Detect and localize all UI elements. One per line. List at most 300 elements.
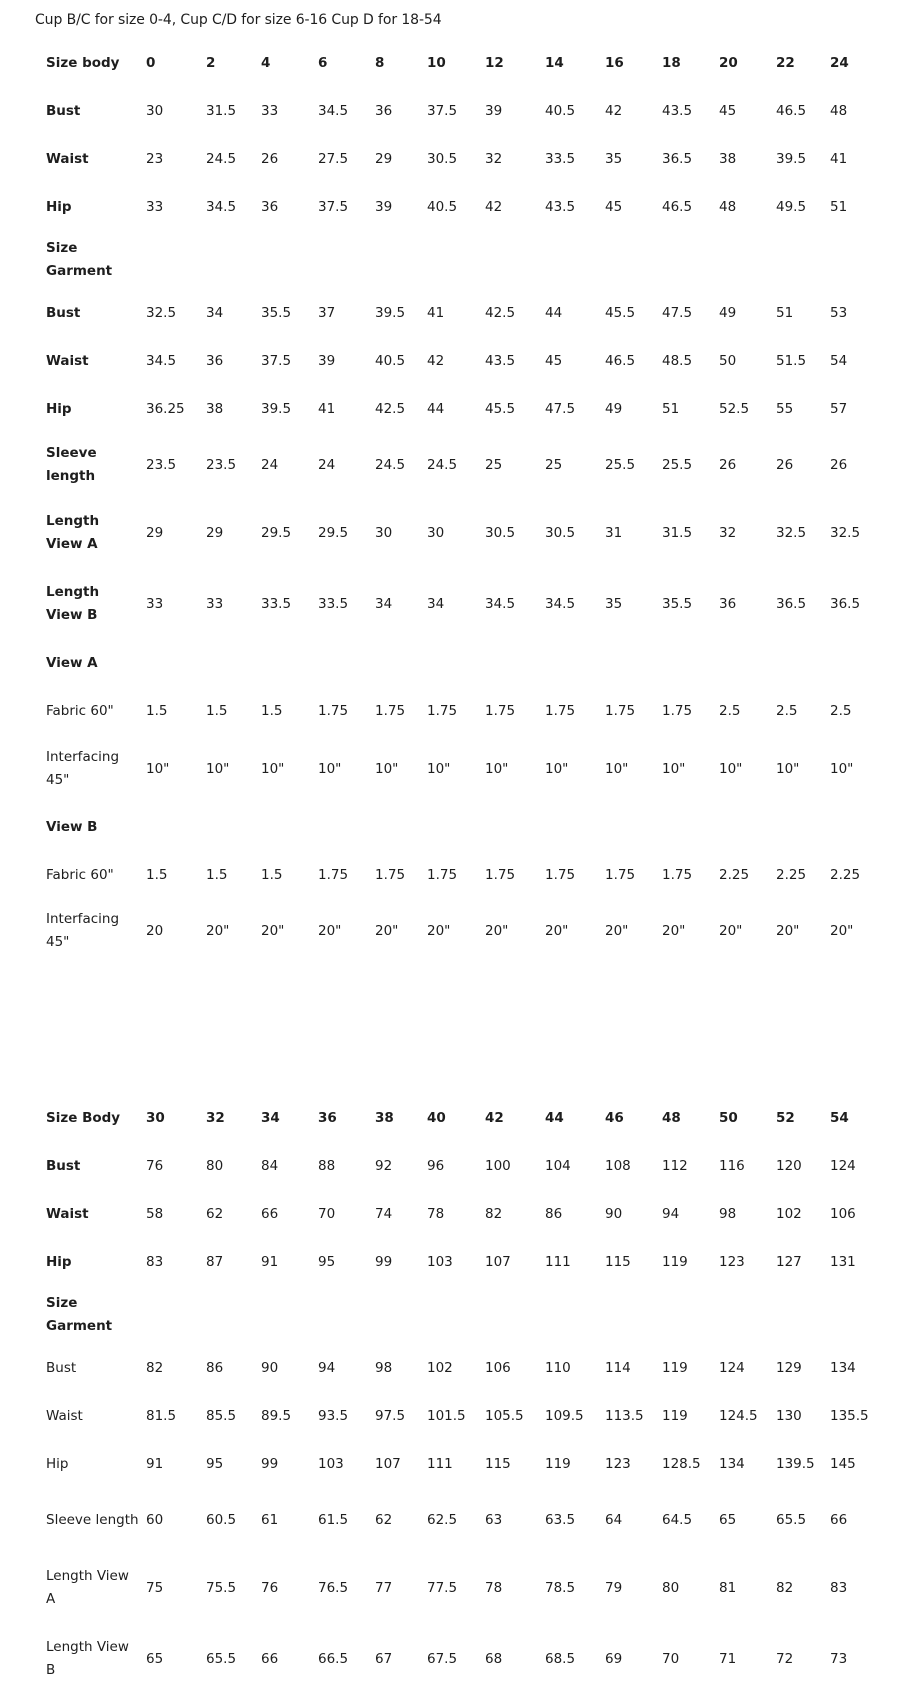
size-value-cell: 25: [545, 457, 563, 473]
table-row: [42, 433, 878, 497]
size-value-cell: 2.5: [830, 703, 852, 719]
size-value-cell: 1.75: [427, 703, 458, 719]
size-value-cell: 10": [318, 761, 342, 777]
size-value-cell: 81.5: [146, 1408, 177, 1424]
size-value-cell: 45: [719, 103, 737, 119]
size-header-cell: 22: [776, 55, 795, 71]
size-value-cell: 135.5: [830, 1408, 869, 1424]
size-value-cell: 34: [206, 305, 224, 321]
row-label: Bust: [46, 304, 81, 321]
size-value-cell: 36.5: [830, 595, 861, 612]
size-value-cell: 66: [261, 1206, 279, 1222]
size-value-cell: 49: [605, 401, 623, 417]
size-value-cell: 2.25: [830, 867, 861, 883]
size-value-cell: 92: [375, 1158, 393, 1174]
size-value-cell: 71: [719, 1650, 737, 1667]
size-value-cell: 42: [605, 103, 623, 119]
size-header-cell: 50: [719, 1110, 738, 1126]
table-row: [42, 1238, 878, 1286]
size-value-cell: [369, 1286, 421, 1344]
size-value-cell: 65.5: [206, 1650, 237, 1667]
table-row: [42, 337, 878, 385]
size-value-cell: 1.75: [485, 867, 516, 883]
size-header-cell: 40: [427, 1110, 446, 1126]
row-label: Waist: [46, 1205, 89, 1222]
size-value-cell: 57: [830, 401, 848, 417]
size-value-cell: 46.5: [662, 199, 693, 215]
size-value-cell: 1.5: [146, 703, 168, 719]
size-value-cell: 66: [830, 1512, 848, 1528]
metric-size-table: [42, 1094, 878, 1694]
size-value-cell: 70: [318, 1206, 336, 1222]
size-value-cell: 36.25: [146, 401, 185, 417]
size-value-cell: 10": [146, 761, 170, 777]
size-value-cell: 30.5: [485, 524, 516, 541]
size-value-cell: 35: [605, 595, 623, 612]
row-label: Fabric 60": [46, 702, 114, 719]
table-row: [42, 1142, 878, 1190]
size-value-cell: [656, 803, 713, 851]
size-value-cell: [770, 639, 824, 687]
size-value-cell: 77: [375, 1579, 393, 1596]
size-value-cell: 114: [605, 1360, 631, 1376]
size-value-cell: 42: [427, 353, 445, 369]
size-value-cell: 45.5: [485, 401, 516, 417]
size-value-cell: 33.5: [261, 595, 292, 612]
size-value-cell: 119: [545, 1456, 571, 1472]
size-value-cell: [421, 803, 479, 851]
size-value-cell: 25.5: [662, 457, 693, 473]
size-header-cell: 0: [146, 55, 156, 71]
size-value-cell: 23: [146, 151, 164, 167]
size-value-cell: 10": [206, 761, 230, 777]
size-value-cell: 103: [427, 1254, 453, 1270]
table-row: [42, 735, 878, 803]
row-label: Interfacing 45": [46, 911, 120, 950]
size-value-cell: [255, 639, 312, 687]
size-value-cell: 112: [662, 1158, 688, 1174]
size-value-cell: 1.75: [485, 703, 516, 719]
size-value-cell: 93.5: [318, 1408, 349, 1424]
size-value-cell: 2.5: [719, 703, 741, 719]
size-value-cell: 38: [719, 151, 737, 167]
size-value-cell: 67: [375, 1650, 393, 1667]
size-value-cell: 20": [776, 923, 800, 939]
size-value-cell: 36: [375, 103, 393, 119]
size-value-cell: 72: [776, 1650, 794, 1667]
size-value-cell: 39.5: [261, 401, 292, 417]
size-value-cell: 108: [605, 1158, 631, 1174]
size-value-cell: 64.5: [662, 1512, 693, 1528]
size-value-cell: [824, 639, 878, 687]
size-value-cell: 1.75: [427, 867, 458, 883]
size-value-cell: [312, 231, 369, 289]
row-label: Waist: [46, 1407, 83, 1424]
size-value-cell: [824, 231, 878, 289]
size-value-cell: [312, 803, 369, 851]
table-row: [42, 1344, 878, 1392]
size-value-cell: 20": [719, 923, 743, 939]
table-row: [42, 1552, 878, 1623]
size-value-cell: 20": [206, 923, 230, 939]
size-value-cell: 90: [605, 1206, 623, 1222]
table-row: [42, 1392, 878, 1440]
size-value-cell: [140, 639, 200, 687]
row-label: Interfacing 45": [46, 749, 120, 788]
size-value-cell: [479, 803, 539, 851]
size-value-cell: 61.5: [318, 1512, 349, 1528]
size-value-cell: 35: [605, 151, 623, 167]
size-value-cell: 129: [776, 1360, 802, 1376]
size-value-cell: 49.5: [776, 199, 807, 215]
table-row: [42, 1623, 878, 1694]
size-value-cell: 45: [605, 199, 623, 215]
row-label: Length View B: [46, 1638, 129, 1678]
size-value-cell: 51: [830, 199, 848, 215]
size-value-cell: 119: [662, 1360, 688, 1376]
size-header-cell: 52: [776, 1110, 795, 1126]
size-value-cell: 32: [719, 524, 737, 541]
size-header-cell: 42: [485, 1110, 504, 1126]
size-value-cell: 65: [146, 1650, 164, 1667]
size-value-cell: 66.5: [318, 1650, 349, 1667]
size-value-cell: 1.75: [318, 867, 349, 883]
size-value-cell: 60: [146, 1512, 164, 1528]
size-value-cell: 36: [206, 353, 224, 369]
size-value-cell: [369, 803, 421, 851]
size-value-cell: 41: [427, 305, 445, 321]
size-value-cell: 131: [830, 1254, 856, 1270]
size-value-cell: 24: [318, 457, 336, 473]
size-value-cell: 31.5: [206, 103, 237, 119]
size-value-cell: 29: [375, 151, 393, 167]
size-header-row: [42, 1094, 878, 1142]
size-value-cell: 2.25: [776, 867, 807, 883]
size-value-cell: 58: [146, 1206, 164, 1222]
size-value-cell: 20": [318, 923, 342, 939]
size-value-cell: 20: [146, 923, 164, 939]
size-value-cell: 42.5: [485, 305, 516, 321]
size-value-cell: 10": [830, 761, 854, 777]
row-label: Bust: [46, 102, 81, 119]
size-value-cell: 30: [427, 524, 445, 541]
size-value-cell: 20": [605, 923, 629, 939]
size-value-cell: 32.5: [776, 524, 807, 541]
size-value-cell: 1.5: [206, 867, 228, 883]
size-value-cell: [656, 1286, 713, 1344]
size-value-cell: 37: [318, 305, 336, 321]
size-value-cell: 34: [375, 595, 393, 612]
size-header-cell: 18: [662, 55, 681, 71]
size-value-cell: 91: [261, 1254, 279, 1270]
size-value-cell: 10": [261, 761, 285, 777]
row-label: Waist: [46, 150, 89, 167]
size-value-cell: 10": [427, 761, 451, 777]
size-value-cell: 20": [485, 923, 509, 939]
size-value-cell: 107: [375, 1456, 401, 1472]
size-value-cell: 134: [719, 1456, 745, 1472]
size-value-cell: 79: [605, 1579, 623, 1596]
size-value-cell: 111: [545, 1254, 571, 1270]
table-row: [42, 803, 878, 851]
size-value-cell: 84: [261, 1158, 279, 1174]
size-value-cell: 62: [206, 1206, 224, 1222]
size-value-cell: 82: [146, 1360, 164, 1376]
size-value-cell: 1.75: [662, 867, 693, 883]
size-header-cell: 4: [261, 55, 271, 71]
size-value-cell: 1.75: [375, 703, 406, 719]
size-value-cell: 29.5: [318, 524, 349, 541]
row-label: Bust: [46, 1359, 77, 1376]
size-value-cell: 120: [776, 1158, 802, 1174]
size-value-cell: 40.5: [375, 353, 406, 369]
size-value-cell: 76: [261, 1579, 279, 1596]
size-value-cell: 33: [206, 595, 224, 612]
size-value-cell: 41: [830, 151, 848, 167]
size-value-cell: 2.5: [776, 703, 798, 719]
size-value-cell: 90: [261, 1360, 279, 1376]
size-value-cell: 73: [830, 1650, 848, 1667]
size-value-cell: 75.5: [206, 1579, 237, 1596]
size-value-cell: [539, 803, 599, 851]
size-value-cell: 39: [375, 199, 393, 215]
table-row: [42, 289, 878, 337]
size-value-cell: 32.5: [830, 524, 861, 541]
size-value-cell: [770, 231, 824, 289]
size-value-cell: 145: [830, 1456, 856, 1472]
size-value-cell: 39: [318, 353, 336, 369]
size-header-cell: 2: [206, 55, 216, 71]
size-value-cell: [539, 231, 599, 289]
size-value-cell: 124: [719, 1360, 745, 1376]
size-value-cell: 26: [261, 151, 279, 167]
size-value-cell: 68.5: [545, 1650, 576, 1667]
size-value-cell: 24.5: [427, 457, 458, 473]
size-value-cell: 94: [662, 1206, 680, 1222]
size-value-cell: 80: [662, 1579, 680, 1596]
size-value-cell: 25.5: [605, 457, 636, 473]
size-value-cell: 44: [545, 305, 563, 321]
size-value-cell: 123: [605, 1456, 631, 1472]
size-value-cell: [255, 1286, 312, 1344]
size-value-cell: 33.5: [545, 151, 576, 167]
size-value-cell: 113.5: [605, 1408, 644, 1424]
size-value-cell: 10": [776, 761, 800, 777]
size-value-cell: 34: [427, 595, 445, 612]
size-value-cell: 39.5: [375, 305, 406, 321]
size-value-cell: 2.25: [719, 867, 750, 883]
size-value-cell: 34.5: [318, 103, 349, 119]
size-value-cell: 65.5: [776, 1512, 807, 1528]
size-value-cell: 39: [485, 103, 503, 119]
size-value-cell: 35.5: [662, 595, 693, 612]
size-value-cell: 51.5: [776, 353, 807, 369]
size-value-cell: 123: [719, 1254, 745, 1270]
row-label: Hip: [46, 1253, 72, 1270]
size-value-cell: 104: [545, 1158, 571, 1174]
size-value-cell: 24.5: [206, 151, 237, 167]
size-value-cell: 52.5: [719, 401, 750, 417]
size-value-cell: 33: [261, 103, 279, 119]
table-row: [42, 851, 878, 899]
size-value-cell: 51: [776, 305, 794, 321]
table-row: [42, 1488, 878, 1552]
size-value-cell: 82: [485, 1206, 503, 1222]
size-value-cell: 34.5: [485, 595, 516, 612]
size-value-cell: 119: [662, 1254, 688, 1270]
size-value-cell: 40.5: [427, 199, 458, 215]
size-value-cell: 20": [830, 923, 854, 939]
size-value-cell: 20": [545, 923, 569, 939]
size-value-cell: 139.5: [776, 1456, 815, 1472]
size-value-cell: 111: [427, 1456, 453, 1472]
size-value-cell: 36.5: [776, 595, 807, 612]
size-value-cell: 40.5: [545, 103, 576, 119]
size-value-cell: 42: [485, 199, 503, 215]
size-value-cell: 37.5: [427, 103, 458, 119]
size-header-cell: 48: [662, 1110, 681, 1126]
size-value-cell: [255, 231, 312, 289]
size-value-cell: 61: [261, 1512, 279, 1528]
size-value-cell: 64: [605, 1512, 623, 1528]
size-value-cell: [599, 639, 656, 687]
size-value-cell: 78.5: [545, 1579, 576, 1596]
size-value-cell: 100: [485, 1158, 511, 1174]
size-header-cell: 8: [375, 55, 385, 71]
size-value-cell: 1.75: [605, 867, 636, 883]
size-value-cell: [713, 1286, 770, 1344]
size-value-cell: 46.5: [776, 103, 807, 119]
size-value-cell: 53: [830, 305, 848, 321]
size-value-cell: 62.5: [427, 1512, 458, 1528]
size-value-cell: 107: [485, 1254, 511, 1270]
row-label: Sleeve length: [46, 1511, 139, 1528]
size-value-cell: 1.5: [261, 867, 283, 883]
size-value-cell: 44: [427, 401, 445, 417]
table-row: [42, 899, 878, 963]
table-row: [42, 183, 878, 231]
size-value-cell: 128.5: [662, 1456, 701, 1472]
size-value-cell: 20": [261, 923, 285, 939]
table-row: [42, 1190, 878, 1238]
size-value-cell: 1.75: [318, 703, 349, 719]
size-value-cell: 25: [485, 457, 503, 473]
size-value-cell: [421, 231, 479, 289]
row-label: Size Garment: [46, 240, 113, 279]
size-value-cell: 81: [719, 1579, 737, 1596]
size-value-cell: 30.5: [427, 151, 458, 167]
size-header-row: [42, 39, 878, 87]
size-value-cell: 78: [427, 1206, 445, 1222]
size-value-cell: 116: [719, 1158, 745, 1174]
size-value-cell: 1.75: [605, 703, 636, 719]
size-value-cell: 68: [485, 1650, 503, 1667]
size-value-cell: 66: [261, 1650, 279, 1667]
size-value-cell: 31: [605, 524, 623, 541]
size-value-cell: 134: [830, 1360, 856, 1376]
size-value-cell: [599, 803, 656, 851]
size-value-cell: 23.5: [146, 457, 177, 473]
size-value-cell: 95: [318, 1254, 336, 1270]
size-header-cell: 6: [318, 55, 328, 71]
size-value-cell: 20": [427, 923, 451, 939]
size-value-cell: 119: [662, 1408, 688, 1424]
size-value-cell: [140, 231, 200, 289]
size-value-cell: 37.5: [318, 199, 349, 215]
size-value-cell: 48: [830, 103, 848, 119]
size-value-cell: 47.5: [545, 401, 576, 417]
size-value-cell: 36: [261, 199, 279, 215]
size-value-cell: 115: [605, 1254, 631, 1270]
size-header-cell: 20: [719, 55, 738, 71]
size-value-cell: 86: [206, 1360, 224, 1376]
size-value-cell: 10": [662, 761, 686, 777]
size-value-cell: 48: [719, 199, 737, 215]
size-value-cell: 46.5: [605, 353, 636, 369]
size-value-cell: [200, 639, 255, 687]
row-label: View A: [46, 654, 98, 671]
size-value-cell: [479, 1286, 539, 1344]
size-header-cell: 44: [545, 1110, 564, 1126]
size-value-cell: 86: [545, 1206, 563, 1222]
size-value-cell: 48.5: [662, 353, 693, 369]
size-value-cell: [713, 803, 770, 851]
size-value-cell: [770, 803, 824, 851]
size-value-cell: 103: [318, 1456, 344, 1472]
size-value-cell: 41: [318, 401, 336, 417]
size-header-cell: 34: [261, 1110, 280, 1126]
size-value-cell: 36: [719, 595, 737, 612]
size-value-cell: 49: [719, 305, 737, 321]
size-value-cell: 106: [485, 1360, 511, 1376]
size-value-cell: 98: [375, 1360, 393, 1376]
size-value-cell: 1.75: [375, 867, 406, 883]
size-header-cell: 16: [605, 55, 624, 71]
size-value-cell: 38: [206, 401, 224, 417]
size-value-cell: 55: [776, 401, 794, 417]
size-value-cell: 74: [375, 1206, 393, 1222]
size-value-cell: 35.5: [261, 305, 292, 321]
size-value-cell: 130: [776, 1408, 802, 1424]
size-value-cell: 51: [662, 401, 680, 417]
size-value-cell: 127: [776, 1254, 802, 1270]
size-header-cell: 32: [206, 1110, 225, 1126]
size-value-cell: 39.5: [776, 151, 807, 167]
size-value-cell: 99: [261, 1456, 279, 1472]
row-label: Hip: [46, 198, 72, 215]
size-value-cell: [200, 231, 255, 289]
size-value-cell: 26: [776, 457, 794, 473]
size-value-cell: [369, 231, 421, 289]
size-value-cell: 109.5: [545, 1408, 584, 1424]
size-value-cell: 69: [605, 1650, 623, 1667]
size-value-cell: 65: [719, 1512, 737, 1528]
size-value-cell: [421, 639, 479, 687]
size-value-cell: 70: [662, 1650, 680, 1667]
row-label: Size Garment: [46, 1295, 113, 1334]
size-value-cell: 124: [830, 1158, 856, 1174]
row-label: Hip: [46, 1455, 69, 1472]
size-value-cell: 76.5: [318, 1579, 349, 1596]
size-value-cell: 82: [776, 1579, 794, 1596]
size-value-cell: 32: [485, 151, 503, 167]
table-row: [42, 687, 878, 735]
size-value-cell: 1.5: [206, 703, 228, 719]
table-row: [42, 639, 878, 687]
row-label: Sleeve length: [46, 445, 97, 484]
size-value-cell: 60.5: [206, 1512, 237, 1528]
size-value-cell: [312, 639, 369, 687]
